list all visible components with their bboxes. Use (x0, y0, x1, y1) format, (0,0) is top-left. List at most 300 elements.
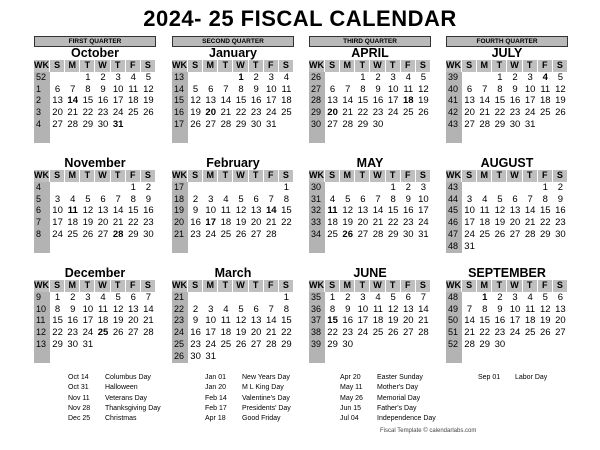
day-cell: 15 (327, 315, 338, 327)
week-number: 43 (446, 119, 462, 131)
week-number: 11 (34, 315, 50, 327)
day-cell: 22 (127, 217, 139, 229)
weekday-header: T (386, 60, 401, 72)
day-cell: 12 (112, 303, 124, 315)
weekday-header: T (523, 60, 538, 72)
day-cell: 27 (555, 327, 566, 339)
day-cell: 17 (205, 327, 216, 339)
day-cell: 23 (190, 228, 201, 240)
quarter-header: THIRD QUARTER (309, 36, 431, 47)
day-cell: 14 (342, 95, 353, 107)
month-days-grid (34, 280, 156, 363)
day-cell: 27 (52, 118, 63, 130)
weekday-header: T (218, 280, 233, 292)
weekday-header: S (416, 170, 431, 182)
weekday-header: T (249, 60, 264, 72)
day-cell (386, 241, 401, 253)
day-cell (141, 351, 156, 363)
day-cell: 21 (342, 107, 353, 119)
week-number: 41 (446, 95, 462, 107)
day-cell: 19 (235, 217, 247, 229)
day-cell: 11 (67, 205, 78, 217)
day-cell: 29 (387, 228, 399, 240)
week-number: 36 (309, 304, 325, 316)
day-cell (325, 182, 340, 194)
day-cell: 1 (542, 181, 548, 193)
day-cell: 7 (223, 83, 229, 95)
day-cell: 24 (112, 107, 124, 119)
week-number: 18 (172, 194, 188, 206)
day-cell (401, 351, 416, 363)
day-cell: 2 (375, 71, 381, 83)
weekday-header: T (218, 60, 233, 72)
day-cell: 24 (265, 107, 277, 119)
day-cell: 23 (190, 338, 201, 350)
day-cell: 17 (265, 95, 277, 107)
day-cell: 14 (372, 205, 384, 217)
day-cell: 9 (405, 193, 411, 205)
month-days-grid (34, 170, 156, 253)
day-cell: 1 (85, 71, 91, 83)
holiday-date: Jun 15 (340, 404, 362, 412)
day-cell: 3 (268, 71, 274, 83)
day-cell (507, 351, 522, 363)
month-name: March (214, 266, 252, 280)
weekday-header: M (477, 170, 492, 182)
day-cell: 10 (418, 193, 429, 205)
day-cell: 6 (405, 291, 411, 303)
day-cell: 24 (524, 107, 536, 119)
day-cell: 8 (238, 83, 244, 95)
day-cell: 15 (281, 205, 292, 217)
day-cell (523, 241, 538, 253)
day-cell: 21 (67, 107, 78, 119)
day-cell (249, 131, 264, 143)
week-number: 48 (446, 241, 462, 253)
week-number: 38 (309, 327, 325, 339)
holiday-name: Labor Day (515, 374, 548, 381)
day-cell: 17 (418, 205, 429, 217)
day-cell: 12 (418, 83, 429, 95)
month-name: AUGUST (480, 156, 534, 170)
day-cell: 15 (52, 315, 63, 327)
day-cell: 20 (555, 315, 566, 327)
day-cell: 3 (115, 71, 121, 83)
week-number: 25 (172, 339, 188, 351)
day-cell (50, 241, 65, 253)
day-cell: 22 (235, 107, 247, 119)
day-cell (355, 241, 370, 253)
day-cell: 1 (283, 181, 290, 193)
day-cell: 10 (205, 315, 216, 327)
holiday-entry (205, 414, 291, 424)
day-cell: 18 (127, 95, 139, 107)
holiday-entry (340, 394, 436, 404)
day-cell: 17 (387, 95, 399, 107)
weekday-header: WK (172, 60, 187, 70)
week-number: 46 (446, 217, 462, 229)
week-number: 50 (446, 315, 462, 327)
day-cell (188, 292, 203, 304)
weekday-header: T (355, 170, 370, 182)
day-cell (80, 351, 95, 363)
month-calendar (309, 156, 431, 253)
day-cell (462, 182, 477, 194)
day-cell (462, 351, 477, 363)
day-cell: 7 (527, 193, 533, 205)
day-cell: 9 (145, 193, 152, 205)
day-cell: 6 (557, 291, 564, 303)
day-cell: 23 (494, 327, 506, 339)
day-cell (80, 241, 95, 253)
day-cell (218, 241, 233, 253)
weekday-header: F (126, 170, 141, 182)
weekday-header: T (80, 280, 95, 292)
day-cell (279, 241, 294, 253)
weekday-header: F (401, 280, 416, 292)
day-cell: 15 (281, 315, 292, 327)
day-cell: 28 (112, 228, 124, 240)
weekday-header: S (50, 170, 65, 182)
holiday-entry (68, 383, 161, 393)
day-cell: 22 (539, 217, 551, 229)
day-cell (264, 292, 279, 304)
day-cell: 16 (190, 217, 201, 229)
week-number: 20 (172, 217, 188, 229)
day-cell: 9 (512, 83, 518, 95)
weekday-header: T (80, 170, 95, 182)
week-number: 17 (172, 119, 188, 131)
day-cell (80, 182, 95, 194)
day-cell: 11 (540, 83, 551, 95)
day-cell (188, 131, 203, 143)
day-cell: 11 (525, 303, 536, 315)
day-cell: 27 (464, 118, 475, 130)
day-cell: 29 (357, 118, 369, 130)
day-cell: 15 (494, 95, 506, 107)
day-cell: 3 (360, 291, 366, 303)
holiday-column (68, 373, 161, 424)
day-cell: 13 (250, 315, 262, 327)
week-number: 8 (34, 229, 50, 241)
day-cell: 20 (357, 217, 369, 229)
day-cell: 16 (143, 205, 154, 217)
week-number (34, 351, 50, 363)
day-cell: 13 (205, 95, 216, 107)
holiday-entry (205, 404, 291, 414)
day-cell (492, 351, 507, 363)
day-cell (111, 339, 126, 351)
day-cell: 13 (357, 205, 369, 217)
holiday-entry (68, 394, 161, 404)
month-calendar (446, 156, 568, 253)
weekday-header: S (462, 280, 477, 292)
week-number (446, 131, 462, 143)
weekday-header: F (401, 60, 416, 72)
day-cell: 29 (52, 338, 63, 350)
day-cell: 23 (342, 327, 353, 339)
day-cell: 29 (235, 118, 247, 130)
day-cell: 17 (357, 315, 369, 327)
day-cell (279, 229, 294, 241)
day-cell (492, 182, 507, 194)
weekday-header: T (523, 170, 538, 182)
weekday-header: S (462, 60, 477, 72)
weekday-header: WK (446, 280, 461, 290)
day-cell: 18 (479, 217, 490, 229)
day-cell: 15 (127, 205, 139, 217)
day-cell (95, 351, 110, 363)
day-cell: 19 (342, 217, 353, 229)
day-cell: 17 (82, 315, 94, 327)
day-cell: 31 (524, 118, 536, 130)
day-cell (111, 131, 126, 143)
month-days-grid (446, 60, 568, 143)
day-cell: 6 (329, 83, 336, 95)
day-cell (416, 351, 431, 363)
day-cell: 19 (112, 315, 124, 327)
day-cell (492, 131, 507, 143)
weekday-header: S (279, 60, 294, 72)
day-cell (203, 292, 218, 304)
day-cell (218, 72, 233, 84)
weekday-header: F (538, 170, 553, 182)
day-cell (264, 241, 279, 253)
day-cell (401, 131, 416, 143)
weekday-header: M (65, 280, 80, 292)
day-cell: 11 (220, 315, 231, 327)
weekday-header: W (507, 60, 522, 72)
day-cell: 31 (265, 118, 277, 130)
day-cell: 14 (418, 303, 429, 315)
day-cell: 10 (265, 83, 277, 95)
day-cell: 25 (220, 338, 232, 350)
day-cell (65, 351, 80, 363)
day-cell: 5 (115, 291, 121, 303)
weekday-header: T (111, 60, 126, 72)
weekday-header: M (203, 170, 218, 182)
day-cell: 12 (143, 83, 154, 95)
day-cell: 18 (524, 315, 536, 327)
day-cell (203, 72, 218, 84)
weekday-header: M (477, 280, 492, 292)
month-days-grid (309, 280, 431, 363)
day-cell: 7 (345, 83, 351, 95)
day-cell: 3 (527, 71, 533, 83)
day-cell: 17 (509, 315, 521, 327)
holiday-date: Apr 20 (340, 374, 361, 381)
holiday-date: Feb 17 (205, 404, 227, 412)
day-cell: 4 (542, 71, 548, 83)
holiday-column (478, 373, 547, 383)
day-cell: 24 (418, 217, 429, 229)
day-cell (264, 131, 279, 143)
holiday-name: Father's Day (377, 404, 417, 412)
day-cell (386, 339, 401, 351)
day-cell: 10 (82, 303, 94, 315)
holiday-entry (205, 373, 291, 383)
month-days-grid (446, 280, 568, 363)
holiday-date: Feb 14 (205, 394, 227, 402)
day-cell: 16 (372, 95, 384, 107)
holiday-date: Dec 25 (68, 415, 91, 423)
weekday-header: WK (309, 170, 324, 180)
month-name: MAY (356, 156, 384, 170)
holiday-name: Memorial Day (377, 394, 421, 402)
day-cell (203, 241, 218, 253)
day-cell: 8 (360, 83, 366, 95)
day-cell: 7 (375, 193, 381, 205)
day-cell: 26 (143, 107, 154, 119)
weekday-header: M (340, 280, 355, 292)
month-calendar (172, 266, 294, 363)
holiday-name: Mother's Day (377, 384, 419, 392)
day-cell: 17 (524, 95, 536, 107)
day-cell: 22 (494, 107, 506, 119)
day-cell: 8 (85, 83, 91, 95)
day-cell: 14 (265, 205, 277, 217)
holiday-date: Oct 14 (68, 374, 89, 381)
day-cell: 14 (112, 205, 124, 217)
weekday-header: S (553, 60, 568, 72)
holiday-date: Nov 11 (68, 394, 90, 402)
day-cell (111, 351, 126, 363)
day-cell: 1 (497, 71, 503, 83)
day-cell: 4 (527, 291, 533, 303)
weekday-header: S (141, 170, 156, 182)
day-cell: 10 (112, 83, 124, 95)
day-cell (126, 131, 141, 143)
day-cell: 20 (327, 107, 338, 119)
day-cell: 12 (235, 315, 247, 327)
day-cell (141, 119, 156, 131)
day-cell: 6 (208, 83, 214, 95)
day-cell: 3 (208, 303, 214, 315)
day-cell: 18 (220, 217, 232, 229)
holiday-name: Thanksgiving Day (105, 404, 161, 412)
day-cell: 1 (238, 71, 244, 83)
day-cell (233, 182, 248, 194)
day-cell: 2 (345, 291, 351, 303)
day-cell (370, 351, 385, 363)
day-cell: 10 (464, 205, 475, 217)
day-cell: 8 (329, 303, 336, 315)
weekday-header: T (492, 170, 507, 182)
holiday-date: Jan 01 (205, 374, 227, 381)
day-cell (553, 131, 568, 143)
day-cell: 5 (238, 303, 244, 315)
day-cell: 30 (67, 338, 78, 350)
weekday-header: T (111, 170, 126, 182)
day-cell: 25 (539, 107, 551, 119)
day-cell: 5 (497, 193, 503, 205)
day-cell: 7 (482, 83, 488, 95)
day-cell (340, 131, 355, 143)
month-calendar (34, 156, 156, 253)
day-cell (233, 292, 248, 304)
month-name: JUNE (353, 266, 387, 280)
day-cell: 2 (145, 181, 152, 193)
weekday-header: T (386, 280, 401, 292)
week-number (446, 351, 462, 363)
day-cell: 16 (555, 205, 566, 217)
day-cell: 19 (555, 95, 566, 107)
day-cell (492, 241, 507, 253)
day-cell: 15 (479, 315, 490, 327)
day-cell (325, 351, 340, 363)
week-number (309, 131, 325, 143)
day-cell: 14 (265, 315, 277, 327)
weekday-header: T (492, 60, 507, 72)
day-cell: 19 (82, 217, 94, 229)
weekday-header: WK (34, 280, 49, 290)
day-cell: 11 (373, 303, 383, 315)
day-cell: 16 (509, 95, 521, 107)
week-number: 45 (446, 205, 462, 217)
day-cell: 16 (250, 95, 262, 107)
day-cell: 15 (235, 95, 247, 107)
day-cell: 10 (52, 205, 63, 217)
day-cell (416, 339, 431, 351)
day-cell: 24 (205, 228, 216, 240)
week-number: 22 (172, 304, 188, 316)
day-cell: 14 (220, 95, 232, 107)
weekday-header: S (141, 60, 156, 72)
day-cell (264, 182, 279, 194)
holiday-entry (478, 373, 547, 383)
week-number: 30 (309, 182, 325, 194)
week-number: 19 (172, 205, 188, 217)
day-cell: 4 (223, 303, 229, 315)
holiday-name: M L King Day (242, 384, 284, 392)
day-cell: 11 (98, 303, 108, 315)
day-cell: 21 (464, 327, 475, 339)
day-cell (523, 182, 538, 194)
day-cell (370, 241, 385, 253)
day-cell (203, 182, 218, 194)
day-cell (325, 241, 340, 253)
day-cell: 29 (281, 338, 292, 350)
month-name: December (64, 266, 126, 280)
day-cell: 17 (112, 95, 124, 107)
day-cell (401, 119, 416, 131)
day-cell: 20 (205, 107, 216, 119)
day-cell: 22 (479, 327, 490, 339)
month-calendar (172, 156, 294, 253)
month-calendar (309, 46, 431, 143)
week-number: 26 (309, 72, 325, 84)
day-cell: 4 (329, 193, 336, 205)
weekday-header: W (95, 280, 110, 292)
day-cell: 31 (418, 228, 429, 240)
month-days-grid (446, 170, 568, 253)
weekday-header: T (218, 170, 233, 182)
day-cell: 30 (97, 118, 109, 130)
week-number: 29 (309, 107, 325, 119)
day-cell: 26 (555, 107, 566, 119)
day-cell: 26 (418, 107, 429, 119)
day-cell: 27 (402, 327, 414, 339)
weekday-header: M (477, 60, 492, 72)
day-cell: 8 (497, 83, 503, 95)
day-cell (553, 241, 568, 253)
week-number: 47 (446, 229, 462, 241)
day-cell (477, 351, 492, 363)
day-cell (95, 182, 110, 194)
week-number: 34 (309, 229, 325, 241)
day-cell: 26 (235, 228, 247, 240)
weekday-header: WK (34, 170, 49, 180)
